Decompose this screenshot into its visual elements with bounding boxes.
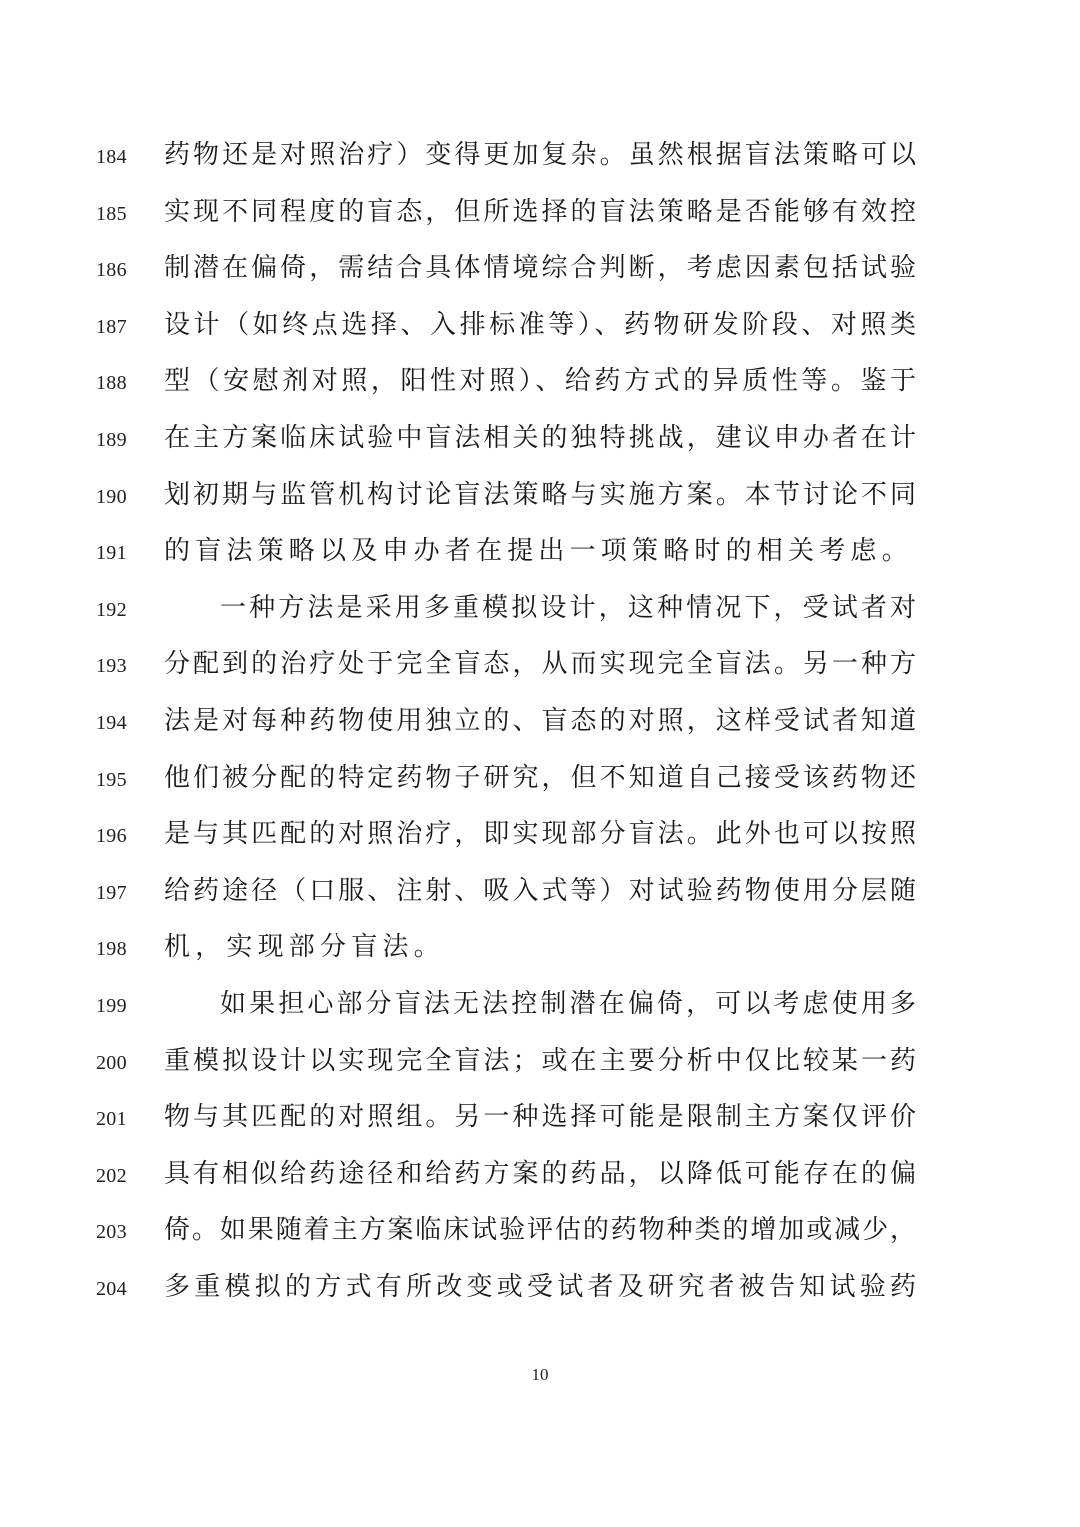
line-text: 给药途径（口服、注射、吸入式等）对试验药物使用分层随 [164,875,916,906]
line-199 [0,979,1080,1036]
line-text: 法是对每种药物使用独立的、盲态的对照，这样受试者知道 [164,705,916,736]
text-body [0,130,1080,1318]
line-number: 201 [96,1108,127,1131]
line-text: 具有相似给药途径和给药方案的药品，以降低可能存在的偏 [164,1158,916,1189]
line-text: 机，实现部分盲法。 [164,932,445,963]
line-184 [0,130,1080,187]
line-number: 189 [96,428,127,451]
line-text: 如果担心部分盲法无法控制潜在偏倚，可以考虑使用多 [220,988,916,1019]
line-text: 实现不同程度的盲态，但所选择的盲法策略是否能够有效控 [164,196,916,227]
line-text: 一种方法是采用多重模拟设计，这种情况下，受试者对 [220,592,916,623]
line-185 [0,187,1080,244]
line-number: 190 [96,485,127,508]
line-189 [0,413,1080,470]
line-text: 他们被分配的特定药物子研究，但不知道自己接受该药物还 [164,762,916,793]
line-text: 倚。如果随着主方案临床试验评估的药物种类的增加或减少， [164,1215,916,1246]
line-203 [0,1205,1080,1262]
line-191 [0,526,1080,583]
line-text: 多重模拟的方式有所改变或受试者及研究者被告知试验药 [164,1271,916,1302]
line-196 [0,809,1080,866]
line-190 [0,470,1080,527]
line-text: 是与其匹配的对照治疗，即实现部分盲法。此外也可以按照 [164,819,916,850]
line-188 [0,356,1080,413]
line-text: 物与其匹配的对照组。另一种选择可能是限制主方案仅评价 [164,1102,916,1133]
line-number: 197 [96,881,127,904]
line-text: 在主方案临床试验中盲法相关的独特挑战，建议申办者在计 [164,422,916,453]
line-number: 198 [96,938,127,961]
line-202 [0,1149,1080,1206]
line-number: 188 [96,372,127,395]
line-193 [0,639,1080,696]
line-text: 的盲法策略以及申办者在提出一项策略时的相关考虑。 [164,536,913,567]
line-number: 186 [96,259,127,282]
line-192 [0,583,1080,640]
line-text: 药物还是对照治疗）变得更加复杂。虽然根据盲法策略可以 [164,140,916,170]
line-number: 193 [96,655,127,678]
line-204 [0,1262,1080,1319]
line-text: 重模拟设计以实现完全盲法；或在主要分析中仅比较某一药 [164,1045,916,1076]
line-text: 制潜在偏倚，需结合具体情境综合判断，考虑因素包括试验 [164,253,916,284]
line-text: 划初期与监管机构讨论盲法策略与实施方案。本节讨论不同 [164,479,916,510]
page-number: 10 [531,1365,549,1384]
line-195 [0,753,1080,810]
line-197 [0,866,1080,923]
line-number: 195 [96,768,127,791]
line-text: 型（安慰剂对照，阳性对照）、给药方式的异质性等。鉴于 [164,366,916,397]
line-186 [0,243,1080,300]
line-number: 192 [96,598,127,621]
line-number: 187 [96,315,127,338]
line-text: 分配到的治疗处于完全盲态，从而实现完全盲法。另一种方 [164,649,916,680]
line-number: 204 [96,1277,127,1300]
line-number: 203 [96,1221,127,1244]
line-number: 194 [96,711,127,734]
line-number: 185 [96,202,127,225]
line-198 [0,922,1080,979]
line-194 [0,696,1080,753]
line-number: 191 [96,542,127,565]
line-number: 202 [96,1164,127,1187]
line-number: 196 [96,825,127,848]
line-201 [0,1092,1080,1149]
line-200 [0,1036,1080,1093]
line-number: 200 [96,1051,127,1074]
line-text: 设计（如终点选择、入排标准等）、药物研发阶段、对照类 [164,309,916,340]
line-number: 184 [96,146,127,168]
line-number: 199 [96,994,127,1017]
line-187 [0,300,1080,357]
